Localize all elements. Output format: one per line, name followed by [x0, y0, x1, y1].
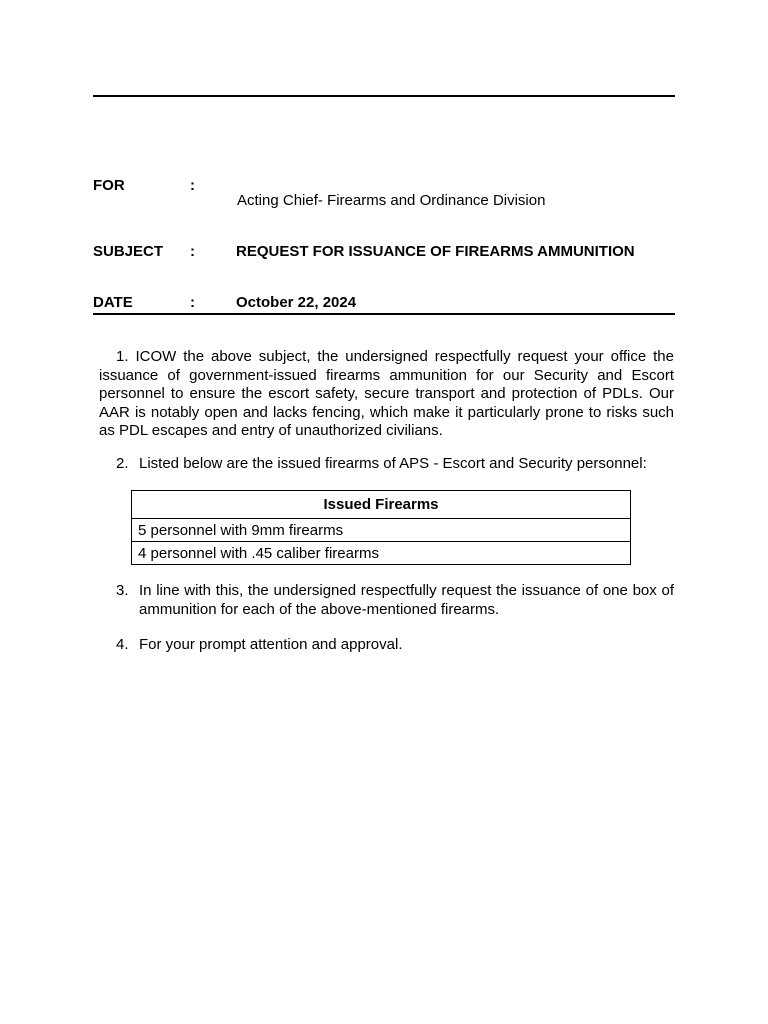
paragraph-3-number: 3.	[116, 582, 129, 599]
date-value: October 22, 2024	[236, 294, 357, 311]
table-row	[132, 542, 631, 565]
subject-colon: :	[190, 243, 195, 260]
table-header: Issued Firearms	[132, 491, 631, 519]
date-colon: :	[190, 294, 195, 311]
paragraph-2	[99, 455, 674, 474]
for-label: FOR	[93, 177, 125, 194]
paragraph-2-text: Listed below are the issued firearms of APS - Escort and Security personnel:	[139, 455, 647, 472]
date-rule	[93, 313, 675, 315]
date-row	[93, 294, 675, 314]
table-cell: 5 personnel with 9mm firearms	[132, 519, 631, 542]
subject-value: REQUEST FOR ISSUANCE OF FIREARMS AMMUNITION	[236, 243, 635, 260]
paragraph-4	[99, 636, 674, 655]
subject-row	[93, 243, 675, 263]
for-value: Acting Chief- Firearms and Ordinance Division	[237, 192, 546, 209]
issued-firearms-table	[131, 490, 631, 565]
date-label: DATE	[93, 294, 133, 311]
table-row	[132, 519, 631, 542]
table-cell: 4 personnel with .45 caliber firearms	[132, 542, 631, 565]
for-colon: :	[190, 177, 195, 194]
paragraph-2-number: 2.	[116, 455, 129, 472]
paragraph-3-text: In line with this, the undersigned respectfully request the issuance of one box of ammunition for each of the above-mentioned firearms.	[139, 582, 674, 618]
paragraph-3	[99, 582, 674, 619]
subject-label: SUBJECT	[93, 243, 164, 260]
paragraph-4-number: 4.	[116, 636, 129, 653]
paragraph-1: 1. ICOW the above subject, the undersigned respectfully request your office the issuance of government-issued firearms ammunition for our Security and Escort personnel to ensure the escort safety, secure transport and protection of PDLs. Our AAR is notably open and lacks fencing, which make it particularly prone to risks such as PDL escapes and entry of unauthorized civilians.	[99, 348, 674, 439]
table-header-row	[132, 491, 631, 519]
paragraph-4-text: For your prompt attention and approval.	[139, 636, 403, 653]
top-rule	[93, 95, 675, 97]
